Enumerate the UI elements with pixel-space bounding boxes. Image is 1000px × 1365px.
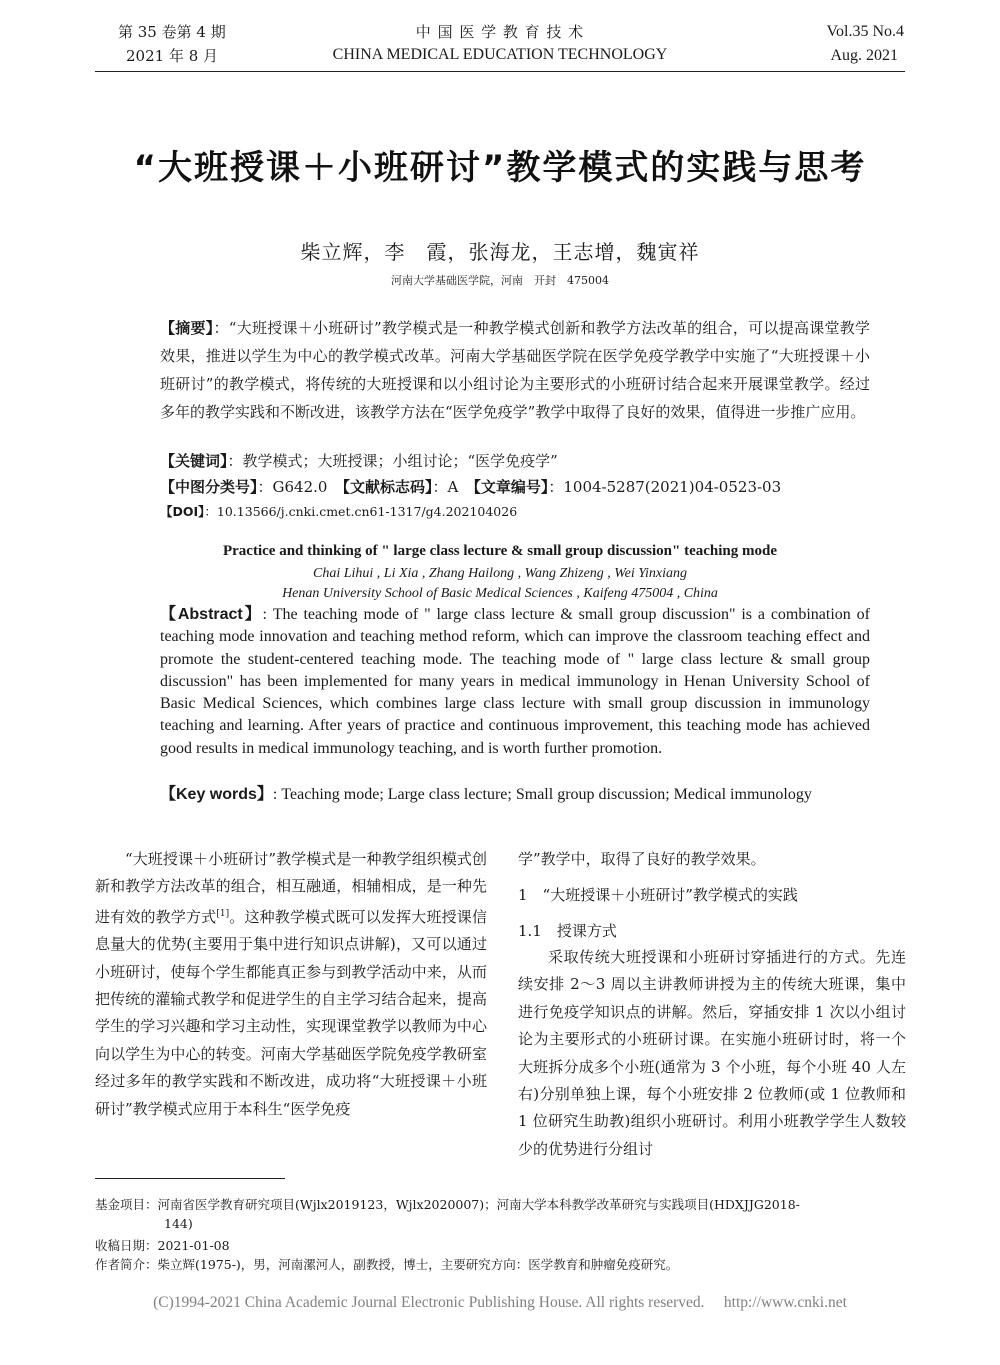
header-volume-issue: 第 35 卷第 4 期 [118,23,226,41]
clc-value: ：G642.0 [257,478,328,496]
doc-code-label: 【文献标志码】 [342,478,433,496]
english-abstract-label: 【Abstract】 [160,606,263,623]
doi-line [160,500,517,524]
affiliation: 河南大学基础医学院，河南 开封 475004 [391,274,609,287]
footnote-author-bio: 作者简介：柴立辉(1975-)，男，河南漯河人，副教授，博士，主要研究方向：医学教育和肿瘤免疫研究。 [95,1257,679,1272]
article-no-label: 【文章编号】 [473,478,549,496]
header-vol-en: Vol.35 No.4 [826,23,904,40]
section-1-1-heading: 1.1 授课方式 [518,922,617,940]
header-journal-en: CHINA MEDICAL EDUCATION TECHNOLOGY [332,46,668,63]
body-left-paragraph [95,846,487,1123]
author-list: 柴立辉，李 霞，张海龙，王志增，魏寅祥 [300,240,700,264]
cn-abstract-label: 【摘要】 [160,319,214,337]
doi-value: ：10.13566/j.cnki.cmet.cn61-1317/g4.202104026 [204,504,518,519]
section-1-heading: 1 “大班授课＋小班研讨”教学模式的实践 [518,886,798,904]
english-keywords [160,784,870,806]
doc-code-value: ：A [432,478,459,496]
article-no-value: ：1004-5287(2021)04-0523-03 [548,478,782,496]
english-abstract-text: : The teaching mode of " large class lecture & small group discussion" is a combination of teaching mode innovation and teaching method reform, which can improve the classroom teaching effect and promote the student-centered teaching mode. The teaching mode of " large class lecture & small group discussion" has been implemented for many years in medical immunology in Henan University School of Basic Medical Sciences, which combines large class lecture with small group discussion in immunology teaching and learning. After years of practice and continuous improvement, this teaching mode has achieved good results in medical immunology teaching, and is worth further promotion. [160,606,870,757]
english-affiliation: Henan University School of Basic Medical Sciences , Kaifeng 475004 , China [282,586,718,601]
english-title: Practice and thinking of " large class lecture & small group discussion" teaching mode [222,543,777,559]
english-keywords-label: 【Key words】 [160,786,273,803]
body-left-text-2: 。这种教学模式既可以发挥大班授课信息量大的优势(主要用于集中进行知识点讲解)，又可以通过小班研讨，使每个学生都能真正参与到教学活动中来，从而把传统的灌输式教学和促进学生的自主学习结合起来，提高学生的学习兴趣和学习主动性，实现课堂教学以教师为中心向以学生为中心的转变。河南大学基础医学院免疫学教研室经过多年的教学实践和不断改进，成功将“大班授课＋小班研讨”教学模式应用于本科生“医学免疫 [95,907,487,1118]
cn-keywords [160,449,558,473]
header-date-cn: 2021 年 8 月 [126,47,219,65]
reference-marker: [1] [216,908,230,919]
cn-keywords-text: ：教学模式；大班授课；小组讨论；“医学免疫学” [227,452,558,470]
cn-classification [160,475,781,499]
footnote-fund: 基金项目：河南省医学教育研究项目(Wjlx2019123，Wjlx2020007)；河南大学本科教学改革研究与实践项目(HDXJJG2018- [95,1197,800,1212]
english-authors: Chai Lihui , Li Xia , Zhang Hailong , Wang Zhizeng , Wei Yinxiang [312,566,688,581]
body-left-text-1: “大班授课＋小班研讨”教学模式是一种教学组织模式创新和教学方法改革的组合，相互融通，相辅相成，是一种先进有效的教学方式 [95,850,487,926]
body-right-paragraph: 采取传统大班授课和小班研讨穿插进行的方式。先连续安排 2～3 周以主讲教师讲授为主的传统大班课，集中进行免疫学知识点的讲解。然后，穿插安排 1 次以小组讨论为主要形式的小班研讨课。在实施小班研讨时，将一个大班拆分成多个小班(通常为 3 个小班，每个小班 40 人左右)分别单独上课，每个小班安排 2 位教师(或 1 位教师和 1 位研究生助教)组织小班研讨。利用小班教学学生人数较少的优势进行分组讨 [518,948,906,1158]
english-abstract [160,604,870,760]
cn-abstract-text: ：“大班授课＋小班研讨”教学模式是一种教学模式创新和教学方法改革的组合，可以提高课堂教学效果，推进以学生为中心的教学模式改革。河南大学基础医学院在医学免疫学教学中实施了“大班授课＋小班研讨”的教学模式，将传统的大班授课和以小组讨论为主要形式的小班研讨结合起来开展课堂教学。经过多年的教学实践和不断改进，该教学方法在“医学免疫学”教学中取得了良好的效果，值得进一步推广应用。 [160,319,870,421]
header-journal-cn: 中 国 医 学 教 育 技 术 [415,23,585,41]
paper-title: “大班授课＋小班研讨”教学模式的实践与思考 [133,148,867,188]
cn-keywords-label: 【关键词】 [160,452,228,470]
header-date-en: Aug. 2021 [830,47,898,64]
doi-label: 【DOI】 [160,504,205,519]
english-keywords-text: : Teaching mode; Large class lecture; Small group discussion; Medical immunology [272,786,812,803]
clc-label: 【中图分类号】 [160,478,258,496]
copyright-notice: (C)1994-2021 China Academic Journal Electronic Publishing House. All rights reserved. http://www.cnki.net [153,1294,847,1311]
cn-abstract [160,314,870,426]
header-rule [95,71,905,72]
footnote-received: 收稿日期：2021-01-08 [95,1238,230,1253]
footnote-fund-cont: 144) [164,1216,193,1231]
footnote-rule [95,1178,285,1179]
body-right-continuation: 学”教学中，取得了良好的教学效果。 [518,850,766,868]
